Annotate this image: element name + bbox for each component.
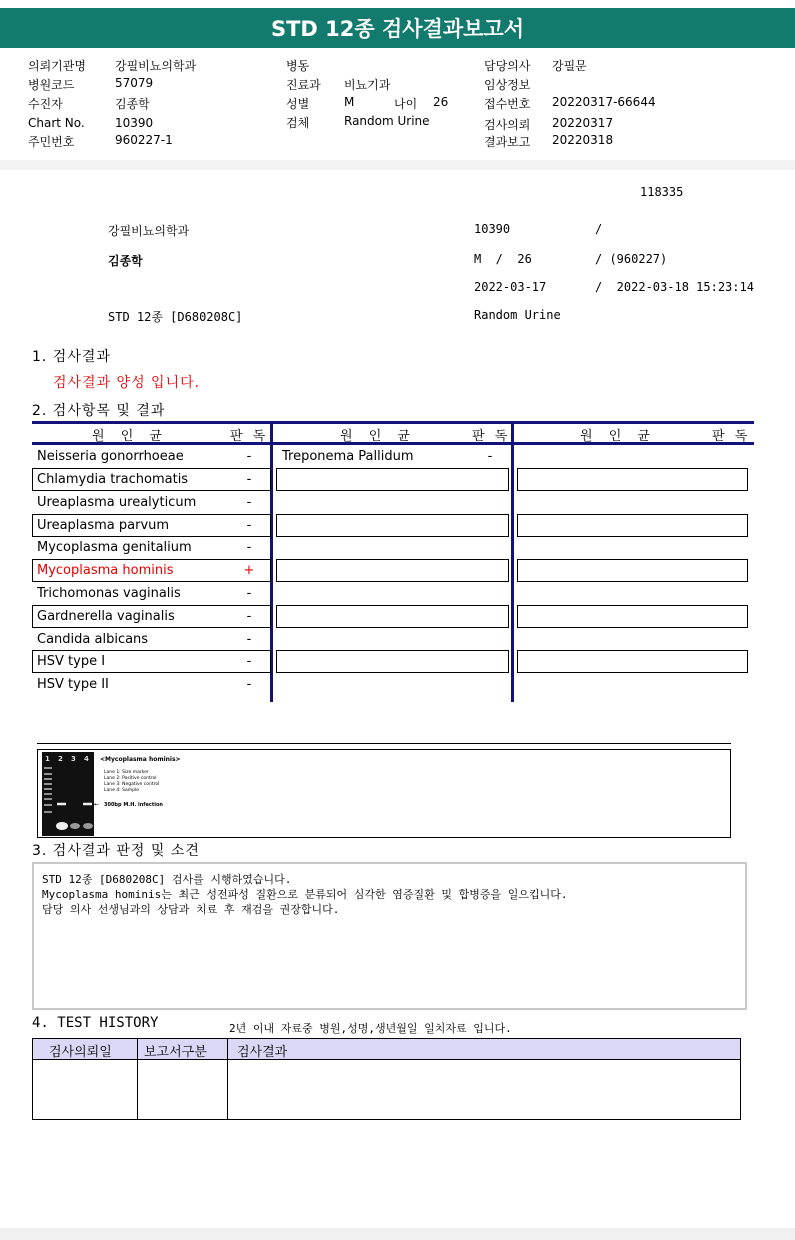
comment-line: 담당 의사 선생님과의 상담과 치료 후 재검을 권장합니다. [42,903,340,916]
row-box [276,650,509,673]
lane-number: 4 [84,755,89,763]
pathogen-name: Ureaplasma parvum [37,518,170,533]
summary-date-request: 2022-03-17 [474,280,547,294]
gel-legend-line: Lane 4: Sample [104,788,139,793]
section2-title: 2. 검사항목 및 결과 [32,403,166,419]
col-header-pathogen: 원 인 균 [580,429,656,444]
history-header-row [33,1039,740,1060]
comment-box [32,862,747,1010]
history-col-divider [137,1039,138,1119]
pathogen-result: - [246,472,252,487]
pathogen-name: Treponema Pallidum [282,449,414,464]
pathogen-result: - [487,449,493,464]
pathogen-name: Gardnerella vaginalis [37,609,175,624]
info-label: 병동 [286,59,310,73]
gel-legend-line: Lane 3: Negative control [104,782,160,787]
info-value: 57079 [115,76,154,90]
pathogen-result: - [246,495,252,510]
info-label: 병원코드 [28,78,75,92]
section4-title: 4. TEST HISTORY [32,1015,159,1031]
pathogen-name: HSV type II [37,677,109,692]
pathogen-name: Neisseria gonorrhoeae [37,449,184,464]
pathogen-result: - [246,609,252,624]
summary-sex-age: M / 26 [474,252,532,266]
info-label: 성별 [286,97,310,111]
info-value: 김종학 [115,97,150,111]
comment-line: STD 12종 [D680208C] 검사를 시행하였습니다. [42,873,292,886]
summary-test: STD 12종 [D680208C] [108,310,243,324]
info-value: 20220317 [552,116,614,130]
pathogen-result: - [246,632,252,647]
info-value: 비뇨기과 [344,78,391,92]
info-value: 강필문 [552,59,587,73]
info-label: Chart No. [28,116,85,130]
info-value: 20220318 [552,133,614,147]
section1-title: 1. 검사결과 [32,349,111,365]
pathogen-name: Chlamydia trachomatis [37,472,189,487]
history-col-request-date: 검사의뢰일 [49,1045,112,1060]
history-table [32,1038,741,1120]
gel-image [42,752,94,836]
history-col-divider [227,1039,228,1119]
summary-clinic: 강필비뇨의학과 [108,224,190,238]
info-label: 담당의사 [484,59,531,73]
gel-band-label: 300bp M.H. infection [104,802,163,808]
comment-text [42,872,567,917]
row-box [276,605,509,628]
lane-number: 3 [71,755,76,763]
summary-date-report: / 2022-03-18 15:23:14 [595,280,754,294]
summary-specimen: Random Urine [474,308,561,322]
info-value: M [344,95,355,109]
pathogen-name: Trichomonas vaginalis [37,586,181,601]
info-value: Random Urine [344,114,430,128]
row-box [517,605,748,628]
row-box [517,650,748,673]
report-id: 118335 [640,185,684,199]
pathogen-result: - [246,518,252,533]
col-header-result: 판 독 [230,429,269,444]
figure-rule [37,743,731,744]
section-divider [0,160,795,170]
col-header-pathogen: 원 인 균 [340,429,416,444]
pathogen-name: Ureaplasma urealyticum [37,495,197,510]
pathogen-result: - [246,677,252,692]
pathogen-name-positive: Mycoplasma hominis [37,563,174,578]
summary-slash: / [595,222,603,236]
col-header-pathogen: 원 인 균 [92,429,168,444]
page-footer-band [0,1228,795,1240]
info-value: 10390 [115,116,154,130]
info-label: 결과보고 [484,135,531,149]
info-value: 960227-1 [115,133,173,147]
report-title: STD 12종 검사결과보고서 [270,17,524,41]
info-value: 20220317-66644 [552,95,656,109]
gel-legend-line: Lane 2: Positive control [104,776,157,781]
report-title-bar [0,8,795,48]
row-box [276,559,509,582]
overall-result: 검사결과 양성 입니다. [53,375,201,391]
pathogen-result: - [246,586,252,601]
col-header-result: 판 독 [712,429,751,444]
info-label: 접수번호 [484,97,531,111]
age-label: 나이 [394,97,418,111]
pathogen-result: - [246,540,252,555]
band-arrow-icon: ← [94,801,100,808]
history-col-report-type: 보고서구분 [144,1045,207,1060]
section3-title: 3. 검사결과 판정 및 소견 [32,843,200,859]
info-label: 주민번호 [28,135,75,149]
summary-name: 김종학 [108,254,143,268]
history-note: 2년 이내 자료중 병원,성명,생년월일 일치자료 입니다. [229,1022,512,1035]
pathogen-name: HSV type I [37,654,106,669]
pathogen-result: - [246,449,252,464]
info-label: 검체 [286,116,310,130]
info-label: 수진자 [28,97,63,111]
pathogen-result-positive: + [243,563,255,578]
history-col-result: 검사결과 [237,1045,288,1060]
summary-chart: 10390 [474,222,511,236]
gel-legend-line: Lane 1: Size marker [104,770,149,775]
age-value: 26 [433,95,449,109]
row-box [517,514,748,537]
summary-birth: / (960227) [595,252,668,266]
pathogen-name: Candida albicans [37,632,149,647]
pathogen-result: - [246,654,252,669]
row-box [276,468,509,491]
lane-number: 1 [45,755,50,763]
lane-number: 2 [58,755,63,763]
gel-title: <Mycoplasma hominis> [100,756,181,763]
info-label: 의뢰기관명 [28,59,86,73]
info-value: 강필비뇨의학과 [115,59,197,73]
col-header-result: 판 독 [472,429,511,444]
comment-line: Mycoplasma hominis는 최근 성전파성 질환으로 분류되어 심각한 염증질환 및 합병증을 일으킵니다. [42,888,568,901]
table-top-rule [32,421,754,424]
row-box [517,468,748,491]
pathogen-name: Mycoplasma genitalium [37,540,192,555]
info-label: 진료과 [286,78,321,92]
row-box [517,559,748,582]
info-label: 검사의뢰 [484,118,531,132]
row-box [276,514,509,537]
info-label: 임상정보 [484,78,531,92]
table-col-divider [511,421,514,702]
